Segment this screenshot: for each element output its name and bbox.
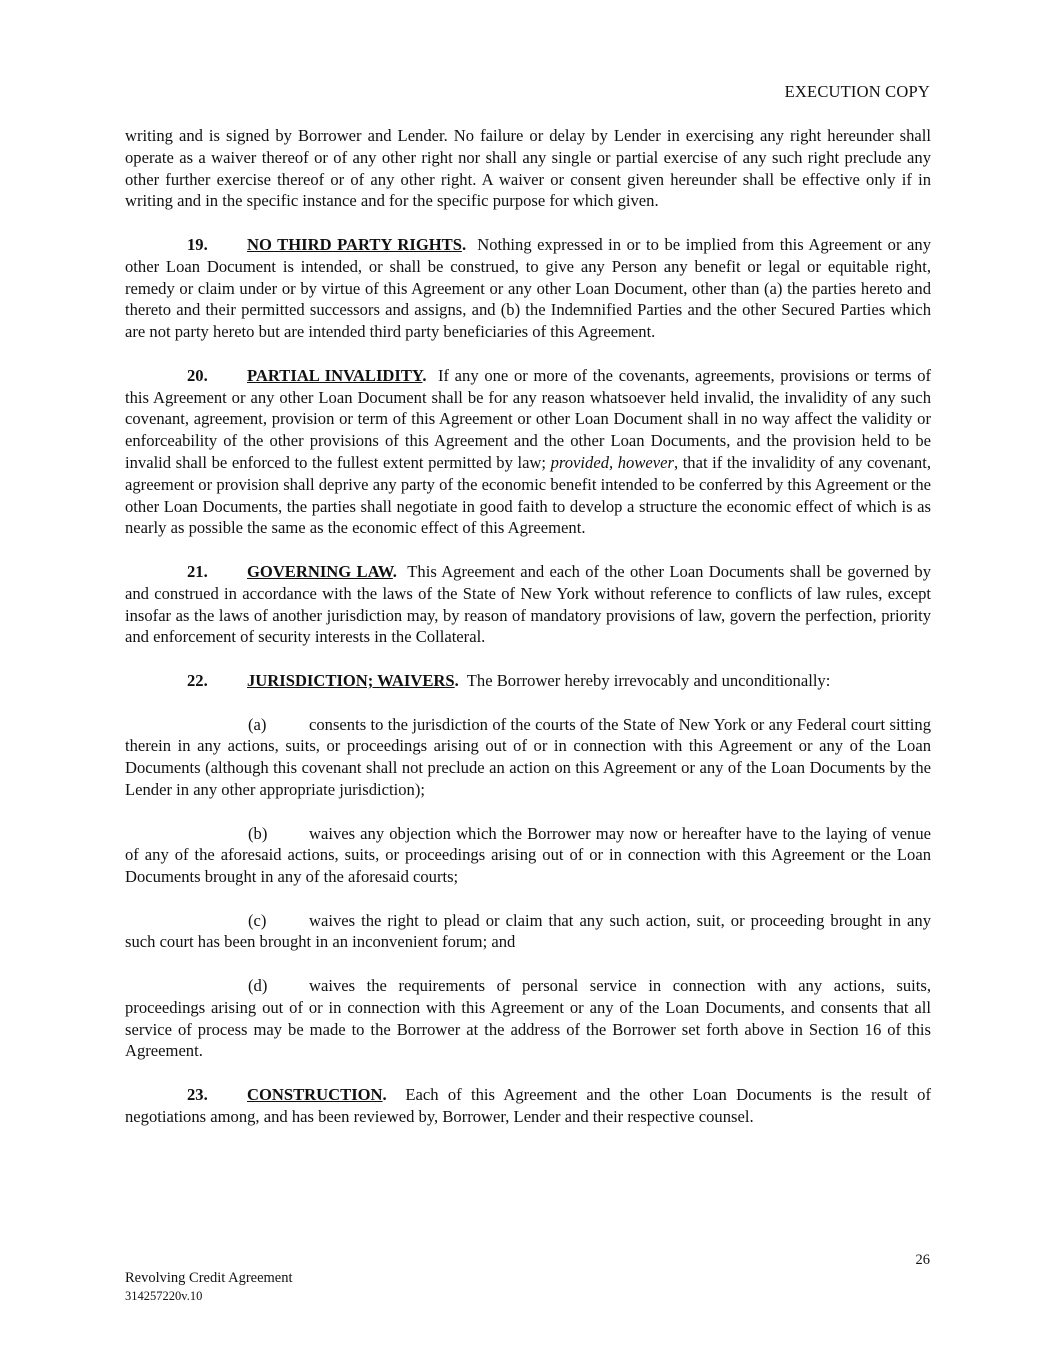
section-text: The Borrower hereby irrevocably and unconditionally: — [466, 670, 831, 690]
subsection-text: waives the right to plead or claim that any such action, suit, or proceeding brought in any such court has been brought in an inconvenient forum; and — [125, 910, 931, 952]
section-number: 19. — [187, 234, 208, 254]
page-number: 26 — [915, 1252, 930, 1268]
section-title: CONSTRUCTION — [247, 1085, 383, 1105]
section-text-italic: provided, however — [550, 452, 674, 472]
subsection-text: consents to the jurisdiction of the courts of the State of New York or any Federal court sitting therein in any actions, suits, or proceedings arising out of or in connection with this Agreement or any of the Loan Documents (although this covenant shall not preclude an action on this Agreement or any of the Loan Documents by the Lender in any other appropriate jurisdiction); — [125, 714, 931, 799]
subsection-text: waives any objection which the Borrower may now or hereafter have to the laying of venue of any of the aforesaid actions, suits, or proceedings arising out of or in connection with this Agreement or the Loan Documents brought in any of the aforesaid courts; — [125, 823, 931, 887]
subsection-d — [125, 975, 931, 1062]
section-title-period: . — [454, 670, 459, 690]
subsection-label: (b) — [248, 823, 268, 843]
subsection-label: (a) — [248, 714, 267, 734]
section-title: JURISDICTION; WAIVERS — [247, 670, 455, 690]
document-body — [125, 125, 931, 1149]
section-23 — [125, 1084, 931, 1128]
subsection-label: (c) — [248, 910, 267, 930]
subsection-label: (d) — [248, 976, 268, 996]
section-title: GOVERNING LAW — [247, 561, 393, 581]
section-text: , that if the invalidity of any covenant, agreement or provision shall deprive any party of the economic benefit intended to be conferred by this Agreement or the other Loan Documents, the parties shall negotiate in good faith to develop a structure the economic effect of which is as nearly as possible the same as the economic effect of this Agreement. — [125, 452, 931, 538]
section-number: 21. — [187, 561, 208, 581]
subsection-b — [125, 823, 931, 888]
section-22 — [125, 670, 931, 692]
section-text: If any one or more of the covenants, agreements, provisions or terms of this Agreement or any other Loan Document shall be for any reason whatsoever held invalid, the invalidity of any such covenant, agreement, provision or term of this Agreement or other Loan Document shall in no way affect the validity or enforceability of the other provisions of this Agreement and the other Loan Documents, and the provision held to be invalid shall be enforced to the fullest extent permitted by law; — [125, 365, 932, 472]
section-number: 23. — [187, 1085, 208, 1105]
subsection-text: waives the requirements of personal service in connection with any actions, suits, proceedings arising out of or in connection with this Agreement or any of the Loan Documents, and consents that all service of process may be made to the Borrower at the address of the Borrower set forth above in Section 16 of this Agreement. — [125, 976, 931, 1061]
section-title-period: . — [392, 561, 397, 581]
section-text: Each of this Agreement and the other Loan Documents is the result of negotiations among, and has been reviewed by, Borrower, Lender and their respective counsel. — [125, 1085, 932, 1126]
continuation-paragraph: writing and is signed by Borrower and Lender. No failure or delay by Lender in exercising any right hereunder shall operate as a waiver thereof or of any other right nor shall any single or partial exercise of any such right preclude any other further exercise thereof or of any other right. A waiver or consent given hereunder shall be effective only if in writing and in the specific instance and for the specific purpose for which given. — [125, 126, 931, 211]
section-title-period: . — [422, 365, 427, 385]
section-number: 20. — [187, 365, 208, 385]
section-title-period: . — [382, 1085, 387, 1105]
section-number: 22. — [187, 670, 208, 690]
section-21 — [125, 561, 931, 648]
section-title: NO THIRD PARTY RIGHTS — [247, 234, 462, 254]
footer-document-title: Revolving Credit Agreement — [125, 1270, 293, 1286]
section-20 — [125, 365, 931, 539]
section-19 — [125, 234, 931, 343]
section-title: PARTIAL INVALIDITY — [247, 365, 423, 385]
section-title-period: . — [461, 234, 467, 254]
section-text: Nothing expressed in or to be implied from this Agreement or any other Loan Document is intended, or shall be construed, to give any Person any benefit or legal or equitable right, remedy or claim under or by virtue of this Agreement or any other Loan Document, other than (a) the parties hereto and thereto and their permitted successors and assigns, and (b) the Indemnified Parties and the other Secured Parties which are not party hereto but are intended third party beneficiaries of this Agreement. — [125, 234, 932, 342]
subsection-a — [125, 714, 931, 801]
subsection-c — [125, 910, 931, 954]
execution-copy-label: EXECUTION COPY — [784, 82, 930, 101]
section-text: This Agreement and each of the other Loan Documents shall be governed by and construed in accordance with the laws of the State of New York without reference to conflicts of law rules, except insofar as the laws of another jurisdiction may, by reason of mandatory provisions of law, govern the perfection, priority and enforcement of security interests in the Collateral. — [125, 561, 931, 647]
footer-document-id: 314257220v.10 — [125, 1289, 203, 1303]
